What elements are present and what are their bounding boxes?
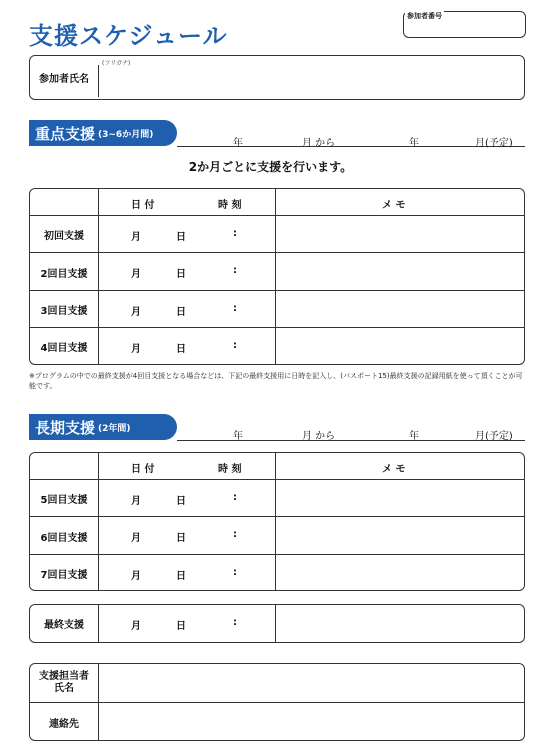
long-term-sub: (2年間)	[98, 423, 131, 434]
row-label: 3回目支援	[40, 306, 88, 317]
staff-label-line2: 氏名	[54, 683, 74, 694]
month-label: 月	[131, 621, 141, 632]
header-memo: メ モ	[382, 464, 406, 475]
day-label: 日	[176, 621, 186, 632]
intensive-start-year: 年	[233, 138, 243, 149]
long-term-table	[29, 452, 525, 591]
long-term-section-tab	[29, 414, 177, 440]
table-row[interactable]	[30, 516, 524, 554]
contact-label: 連絡先	[49, 718, 79, 730]
long-term-end-month: 月(予定)	[475, 431, 513, 442]
final-support-row[interactable]	[29, 604, 525, 643]
intensive-sub: (3~6か月間)	[98, 129, 154, 140]
participant-name-label: 参加者氏名	[39, 74, 89, 85]
header-time: 時 刻	[218, 464, 242, 475]
header-memo: メ モ	[382, 200, 406, 211]
month-label: 月	[131, 571, 141, 582]
intensive-section-tab	[29, 120, 177, 146]
table-row[interactable]	[30, 479, 524, 516]
day-label: 日	[176, 571, 186, 582]
staff-contact-box	[29, 663, 525, 741]
long-term-start-year: 年	[233, 431, 243, 442]
time-colon: :	[233, 228, 237, 239]
day-label: 日	[176, 533, 186, 544]
day-label: 日	[176, 307, 186, 318]
month-label: 月	[131, 344, 141, 355]
intensive-start-month: 月 から	[302, 138, 336, 149]
long-term-start-month: 月 から	[302, 431, 336, 442]
row-label: 5回目支援	[40, 495, 88, 506]
header-date: 日 付	[131, 464, 155, 475]
long-term-title: 長期支援	[35, 418, 96, 437]
month-label: 月	[131, 533, 141, 544]
final-support-label: 最終支援	[44, 620, 84, 631]
long-term-end-year: 年	[409, 431, 419, 442]
time-colon: :	[233, 265, 237, 276]
intensive-end-year: 年	[409, 138, 419, 149]
month-label: 月	[131, 307, 141, 318]
month-label: 月	[131, 269, 141, 280]
month-label: 月	[131, 232, 141, 243]
col-divider	[275, 605, 276, 642]
participant-number-label: 参加者番号	[407, 12, 442, 20]
participant-name-field[interactable]	[29, 55, 525, 100]
time-colon: :	[233, 340, 237, 351]
header-time: 時 刻	[218, 200, 242, 211]
time-colon: :	[233, 567, 237, 578]
table-row[interactable]	[30, 215, 524, 252]
row-label: 初回支援	[44, 231, 84, 242]
intensive-period-line	[177, 146, 525, 147]
day-label: 日	[176, 232, 186, 243]
time-colon: :	[233, 303, 237, 314]
row-label: 2回目支援	[40, 268, 88, 280]
row-label: 7回目支援	[40, 570, 88, 581]
intensive-end-month: 月(予定)	[475, 138, 513, 149]
page-title: 支援スケジュール	[29, 22, 228, 50]
intensive-table	[29, 188, 525, 365]
staff-label-line1: 支援担当者	[39, 671, 89, 682]
intensive-title: 重点支援	[35, 124, 96, 143]
time-colon: :	[233, 529, 237, 540]
long-term-period-line	[177, 440, 525, 441]
time-colon: :	[233, 617, 237, 628]
header-date: 日 付	[131, 200, 155, 211]
time-colon: :	[233, 492, 237, 503]
name-divider	[98, 65, 99, 97]
furigana-hint: (フリガナ)	[102, 60, 131, 67]
participant-number-field[interactable]	[403, 11, 526, 38]
col-divider	[98, 605, 99, 642]
month-label: 月	[131, 496, 141, 507]
table-row[interactable]	[30, 252, 524, 290]
day-label: 日	[176, 496, 186, 507]
row-label: 6回目支援	[40, 532, 88, 544]
intensive-note: 2か月ごとに支援を行います。	[188, 160, 353, 174]
footnote: ※プログラムの中での最終支援が4回目支援となる場合などは、下記の最終支援用に日時を記入し、(パスポート15)最終支援の記録用紙を使って頂くことが可能です。	[29, 372, 523, 390]
day-label: 日	[176, 344, 186, 355]
table-row[interactable]	[30, 327, 524, 365]
staff-name-label	[30, 664, 98, 702]
contact-row[interactable]	[30, 702, 524, 741]
day-label: 日	[176, 269, 186, 280]
table-row[interactable]	[30, 290, 524, 327]
row-label: 4回目支援	[40, 343, 88, 354]
table-row[interactable]	[30, 554, 524, 591]
